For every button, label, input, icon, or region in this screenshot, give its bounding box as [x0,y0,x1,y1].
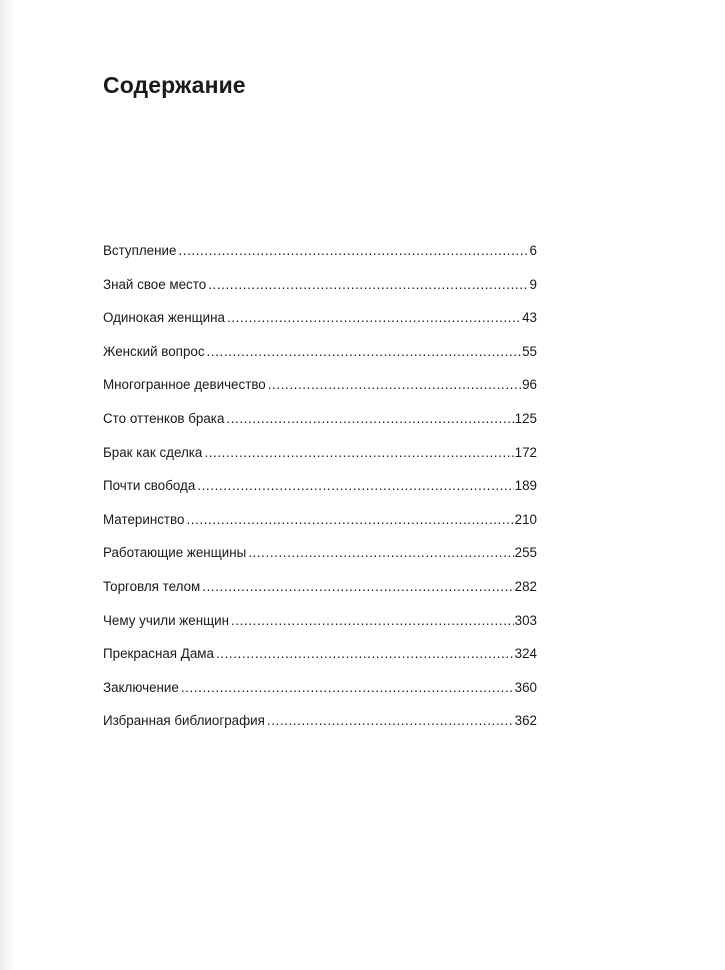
toc-page-number: 55 [522,343,537,359]
toc-dot-leader [216,644,514,664]
table-of-contents [103,241,537,745]
toc-entry [103,711,537,745]
toc-dot-leader [204,443,513,463]
toc-entry [103,644,537,678]
page-edge-shadow [0,0,14,970]
toc-entry-label: Одинокая женщина [103,310,225,326]
toc-dot-leader [178,241,528,261]
toc-entry-label: Торговля телом [103,578,201,594]
toc-entry [103,308,537,342]
toc-page-number: 360 [514,679,537,695]
toc-entry [103,678,537,712]
toc-dot-leader [248,543,513,563]
toc-dot-leader [197,476,513,496]
page-title: Содержание [103,72,246,98]
toc-entry-label: Избранная библиография [103,713,265,729]
toc-entry [103,611,537,645]
toc-entry-label: Материнство [103,511,185,527]
toc-page-number: 172 [514,444,537,460]
toc-entry-label: Почти свобода [103,478,196,494]
toc-page-number: 282 [514,578,537,594]
toc-entry [103,241,537,275]
toc-dot-leader [231,611,514,631]
toc-page-number: 255 [514,545,537,561]
toc-page-number: 9 [529,276,537,292]
toc-entry-label: Брак как сделка [103,444,203,460]
toc-dot-leader [268,375,521,395]
toc-entry-label: Прекрасная Дама [103,646,214,662]
toc-dot-leader [181,678,514,698]
toc-dot-leader [267,711,514,731]
toc-dot-leader [226,409,513,429]
toc-entry-label: Женский вопрос [103,343,205,359]
toc-entry [103,510,537,544]
toc-entry-label: Заключение [103,679,179,695]
toc-page-number: 324 [514,646,537,662]
toc-dot-leader [227,308,521,328]
toc-entry-label: Вступление [103,243,177,258]
toc-page-number: 189 [514,478,537,494]
toc-entry-label: Чему учили женщин [103,612,230,628]
toc-entry [103,342,537,376]
toc-entry [103,375,537,409]
toc-entry-label: Многогранное девичество [103,377,266,393]
toc-page-number: 210 [514,511,537,527]
toc-entry [103,577,537,611]
toc-page-number: 362 [514,713,537,729]
toc-entry [103,275,537,309]
toc-entry-label: Сто оттенков брака [103,410,225,426]
toc-entry [103,476,537,510]
toc-entry-label: Знай свое место [103,276,207,292]
toc-entry [103,443,537,477]
toc-dot-leader [186,510,513,530]
toc-entry [103,409,537,443]
toc-page-number: 96 [522,377,537,393]
toc-page-number: 43 [522,310,537,326]
toc-dot-leader [208,275,528,295]
toc-dot-leader [207,342,522,362]
toc-page-number: 125 [514,410,537,426]
toc-entry [103,543,537,577]
toc-page-number: 6 [529,243,537,258]
toc-entry-label: Работающие женщины [103,545,247,561]
toc-page-number: 303 [514,612,537,628]
toc-dot-leader [202,577,513,597]
